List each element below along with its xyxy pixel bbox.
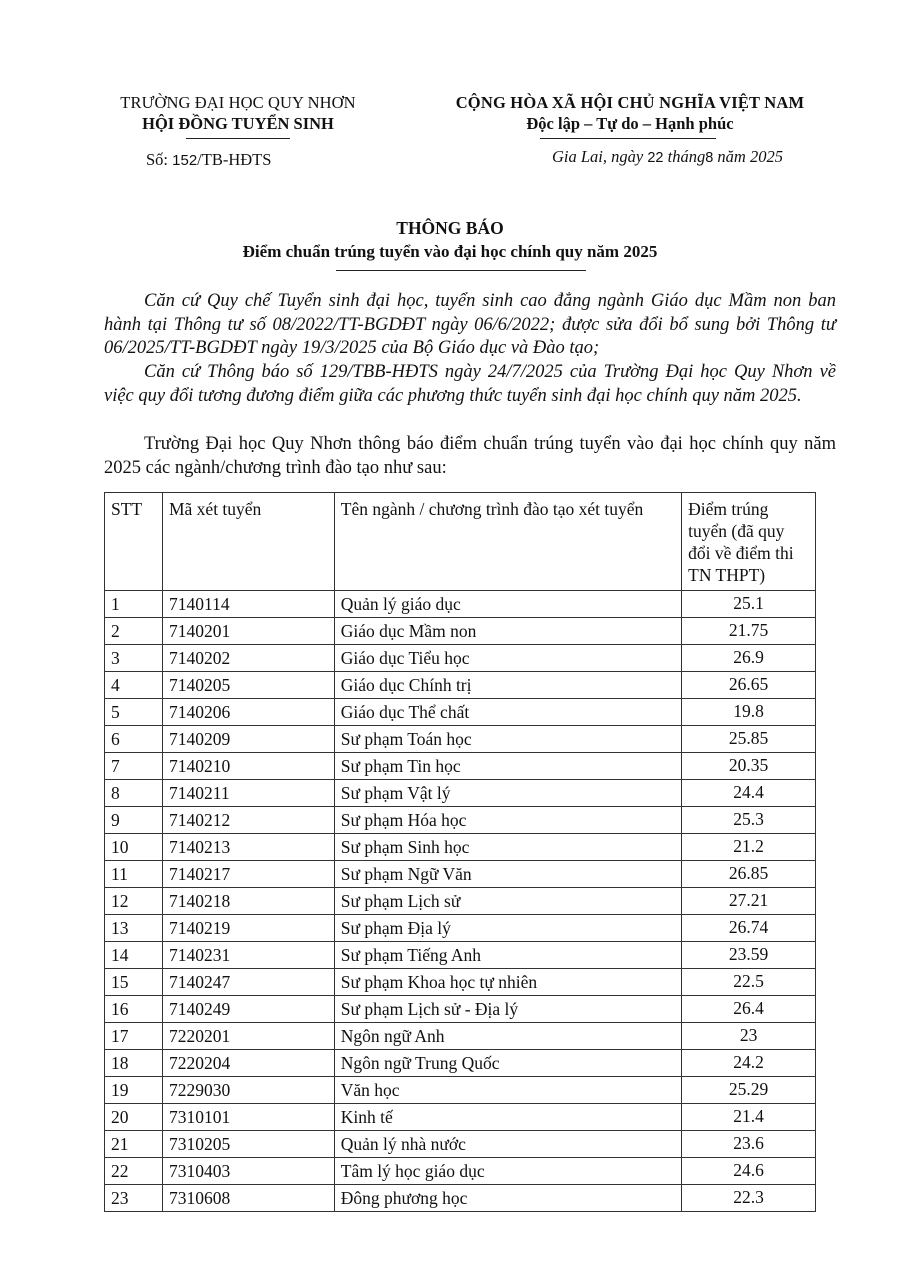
cell-stt: 11 [105, 861, 163, 888]
cell-stt: 3 [105, 645, 163, 672]
cell-code: 7140219 [162, 915, 334, 942]
cell-program: Sư phạm Sinh học [334, 834, 681, 861]
table-row [105, 888, 816, 915]
table-row [105, 1185, 816, 1212]
cell-stt: 23 [105, 1185, 163, 1212]
table-row [105, 1050, 816, 1077]
cell-code: 7140205 [162, 672, 334, 699]
cell-score: 26.85 [682, 861, 816, 888]
cell-code: 7220204 [162, 1050, 334, 1077]
table-row [105, 645, 816, 672]
cell-score: 21.4 [682, 1104, 816, 1131]
table-row [105, 861, 816, 888]
cell-code: 7310608 [162, 1185, 334, 1212]
table-row [105, 591, 816, 618]
cell-stt: 5 [105, 699, 163, 726]
table-row [105, 699, 816, 726]
cell-code: 7140201 [162, 618, 334, 645]
cell-code: 7140231 [162, 942, 334, 969]
cell-stt: 10 [105, 834, 163, 861]
cell-stt: 8 [105, 780, 163, 807]
cell-code: 7140217 [162, 861, 334, 888]
issue-date [552, 147, 783, 167]
table-row [105, 969, 816, 996]
document-title: THÔNG BÁO [396, 218, 504, 238]
cell-code: 7229030 [162, 1077, 334, 1104]
cell-program: Giáo dục Chính trị [334, 672, 681, 699]
document-number [146, 150, 271, 170]
cell-stt: 7 [105, 753, 163, 780]
table-row [105, 915, 816, 942]
national-header [410, 92, 850, 135]
table-row [105, 726, 816, 753]
cell-program: Sư phạm Địa lý [334, 915, 681, 942]
cell-score: 22.3 [682, 1185, 816, 1212]
cell-stt: 19 [105, 1077, 163, 1104]
table-row [105, 834, 816, 861]
cell-program: Quản lý nhà nước [334, 1131, 681, 1158]
cell-score: 22.5 [682, 969, 816, 996]
cell-program: Sư phạm Lịch sử - Địa lý [334, 996, 681, 1023]
motto-underline [540, 138, 716, 139]
cell-score: 21.2 [682, 834, 816, 861]
cell-score: 23 [682, 1023, 816, 1050]
cell-score: 25.1 [682, 591, 816, 618]
cell-score: 26.65 [682, 672, 816, 699]
nation-name: CỘNG HÒA XÃ HỘI CHỦ NGHĨA VIỆT NAM [455, 93, 805, 112]
cell-stt: 1 [105, 591, 163, 618]
cell-score: 26.9 [682, 645, 816, 672]
table-row [105, 996, 816, 1023]
cell-stt: 18 [105, 1050, 163, 1077]
doc-no-prefix: Số: [146, 150, 169, 169]
table-row [105, 1131, 816, 1158]
cell-stt: 6 [105, 726, 163, 753]
cell-program: Văn học [334, 1077, 681, 1104]
cell-program: Giáo dục Tiểu học [334, 645, 681, 672]
table-row [105, 807, 816, 834]
cell-stt: 4 [105, 672, 163, 699]
cell-code: 7140249 [162, 996, 334, 1023]
cell-code: 7140210 [162, 753, 334, 780]
cell-code: 7140114 [162, 591, 334, 618]
cell-program: Giáo dục Thể chất [334, 699, 681, 726]
cell-score: 20.35 [682, 753, 816, 780]
cell-score: 24.4 [682, 780, 816, 807]
cell-code: 7140209 [162, 726, 334, 753]
doc-no-number: 152 [172, 152, 198, 169]
cell-score: 24.2 [682, 1050, 816, 1077]
cell-program: Sư phạm Tin học [334, 753, 681, 780]
cell-score: 25.85 [682, 726, 816, 753]
cell-program: Sư phạm Vật lý [334, 780, 681, 807]
cell-score: 23.59 [682, 942, 816, 969]
cell-code: 7220201 [162, 1023, 334, 1050]
table-row [105, 753, 816, 780]
cell-program: Giáo dục Mầm non [334, 618, 681, 645]
table-row [105, 1077, 816, 1104]
cell-score: 24.6 [682, 1158, 816, 1185]
cell-stt: 9 [105, 807, 163, 834]
cell-program: Ngôn ngữ Trung Quốc [334, 1050, 681, 1077]
title-underline [336, 270, 586, 271]
cell-score: 21.75 [682, 618, 816, 645]
table-row [105, 942, 816, 969]
cell-code: 7140218 [162, 888, 334, 915]
cell-score: 26.74 [682, 915, 816, 942]
date-day: 22 [647, 150, 664, 166]
cell-program: Kinh tế [334, 1104, 681, 1131]
cell-stt: 13 [105, 915, 163, 942]
table-row [105, 672, 816, 699]
cell-stt: 16 [105, 996, 163, 1023]
table-row [105, 780, 816, 807]
cell-code: 7140206 [162, 699, 334, 726]
date-place: Gia Lai, ngày [552, 147, 644, 166]
cell-stt: 20 [105, 1104, 163, 1131]
cell-code: 7140202 [162, 645, 334, 672]
cell-score: 25.3 [682, 807, 816, 834]
cell-program: Ngôn ngữ Anh [334, 1023, 681, 1050]
cell-program: Đông phương học [334, 1185, 681, 1212]
issuer-header [108, 92, 368, 135]
cell-code: 7310101 [162, 1104, 334, 1131]
table-row [105, 1158, 816, 1185]
announcement-paragraph: Trường Đại học Quy Nhơn thông báo điểm chuẩn trúng tuyển vào đại học chính quy năm 2025 các ngành/chương trình đào tạo như sau: [104, 434, 836, 478]
cell-program: Sư phạm Toán học [334, 726, 681, 753]
admission-scores-table [104, 492, 816, 1212]
cell-code: 7140247 [162, 969, 334, 996]
table-row [105, 1104, 816, 1131]
legal-basis-paragraph-1: Căn cứ Quy chế Tuyển sinh đại học, tuyển sinh cao đẳng ngành Giáo dục Mầm non ban hành tại Thông tư số 08/2022/TT-BGDĐT ngày 06/6/2022; được sửa đổi bổ sung bởi Thông tư 06/2025/TT-BGDĐT ngày 19/3/2025 của Bộ Giáo dục và Đào tạo; [104, 291, 836, 358]
cell-stt: 14 [105, 942, 163, 969]
table-row [105, 618, 816, 645]
doc-no-suffix: /TB-HĐTS [197, 150, 272, 169]
document-subtitle: Điểm chuẩn trúng tuyển vào đại học chính quy năm 2025 [242, 242, 658, 261]
header-stt: STT [105, 493, 163, 591]
header-code: Mã xét tuyển [162, 493, 334, 591]
issuer-underline [186, 138, 290, 139]
cell-code: 7310403 [162, 1158, 334, 1185]
table-header-row [105, 493, 816, 591]
cell-code: 7140213 [162, 834, 334, 861]
cell-program: Tâm lý học giáo dục [334, 1158, 681, 1185]
cell-stt: 12 [105, 888, 163, 915]
school-name: TRƯỜNG ĐẠI HỌC QUY NHƠN [120, 93, 356, 112]
cell-code: 7140212 [162, 807, 334, 834]
date-year: năm 2025 [717, 147, 783, 166]
cell-code: 7310205 [162, 1131, 334, 1158]
cell-program: Sư phạm Ngữ Văn [334, 861, 681, 888]
header-program: Tên ngành / chương trình đào tạo xét tuyển [334, 493, 681, 591]
cell-stt: 17 [105, 1023, 163, 1050]
cell-program: Sư phạm Lịch sử [334, 888, 681, 915]
date-month-word: tháng [667, 147, 706, 166]
cell-score: 27.21 [682, 888, 816, 915]
table-row [105, 1023, 816, 1050]
cell-score: 25.29 [682, 1077, 816, 1104]
header-score: Điểm trúng tuyển (đã quy đổi về điểm thi TN THPT) [682, 493, 816, 591]
council-name: HỘI ĐỒNG TUYỂN SINH [142, 114, 334, 133]
cell-program: Quản lý giáo dục [334, 591, 681, 618]
cell-stt: 15 [105, 969, 163, 996]
cell-score: 23.6 [682, 1131, 816, 1158]
cell-score: 19.8 [682, 699, 816, 726]
legal-basis-paragraph-2: Căn cứ Thông báo số 129/TBB-HĐTS ngày 24/7/2025 của Trường Đại học Quy Nhơn về việc quy đổi tương đương điểm giữa các phương thức tuyển sinh đại học chính quy năm 2025. [104, 362, 836, 406]
cell-program: Sư phạm Tiếng Anh [334, 942, 681, 969]
cell-score: 26.4 [682, 996, 816, 1023]
cell-program: Sư phạm Khoa học tự nhiên [334, 969, 681, 996]
cell-stt: 22 [105, 1158, 163, 1185]
cell-stt: 21 [105, 1131, 163, 1158]
date-month: 8 [705, 150, 714, 166]
cell-stt: 2 [105, 618, 163, 645]
cell-code: 7140211 [162, 780, 334, 807]
national-motto: Độc lập – Tự do – Hạnh phúc [526, 114, 734, 133]
cell-program: Sư phạm Hóa học [334, 807, 681, 834]
